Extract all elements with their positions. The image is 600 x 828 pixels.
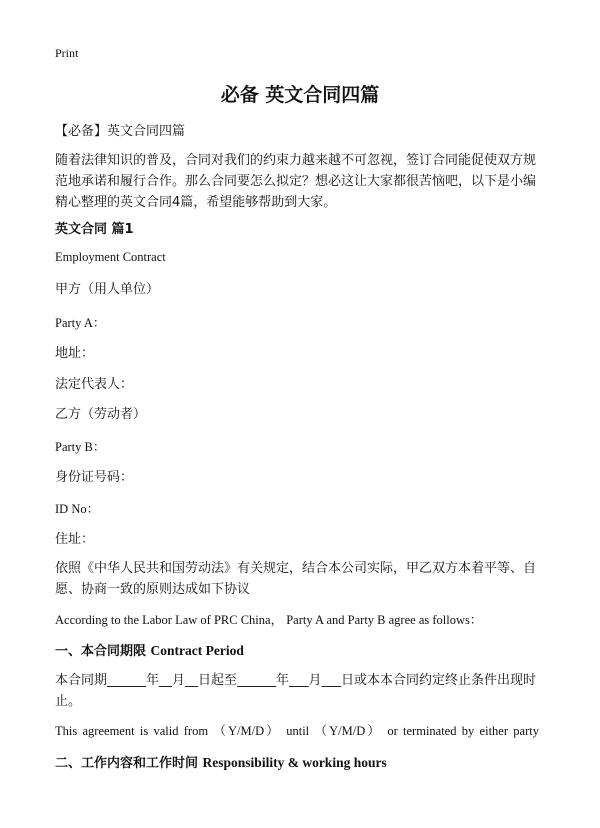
law-reference-cn: 依照《中华人民共和国劳动法》有关规定，结合本公司实际，甲乙双方本着平等、自愿、协商一致的原则达成如下协议 [55, 561, 537, 597]
clause1-heading [55, 640, 244, 659]
section-heading: 英文合同 篇1 [55, 222, 134, 237]
residence-label: 住址： [55, 532, 95, 547]
clause2-heading [55, 752, 387, 771]
clause1-heading-cn: 一、本合同期限 [55, 644, 147, 659]
legal-rep-label: 法定代表人： [55, 377, 134, 392]
party-a-en-label: Party A： [55, 316, 106, 330]
contract-period-en: This agreement is valid from （Y/M/D） until （Y/M/D） or terminated by either party [55, 724, 539, 738]
document-title: 必备 英文合同四篇 [220, 84, 380, 106]
document-subtitle: 【必备】英文合同四篇 [55, 124, 186, 139]
clause2-heading-en: Responsibility & working hours [202, 755, 387, 770]
id-no-label: ID No： [55, 502, 100, 516]
party-b-en-label: Party B： [55, 440, 106, 454]
contract-period-cn: 本合同期______年__月__日起至______年___月___日或本本合同约定终止条件出现时止。 [55, 673, 537, 709]
id-card-label: 身份证号码： [55, 470, 134, 485]
print-label[interactable]: Print [55, 46, 79, 60]
party-b-cn-label: 乙方（劳动者） [55, 407, 147, 422]
party-a-cn-label: 甲方（用人单位） [55, 282, 160, 297]
clause2-heading-cn: 二、工作内容和工作时间 [55, 756, 199, 771]
address-label: 地址： [55, 346, 95, 361]
intro-paragraph: 随着法律知识的普及，合同对我们的约束力越来越不可忽视，签订合同能促使双方规范地承诺和履行合作。那么合同要怎么拟定？想必这让大家都很苦恼吧，以下是小编精心整理的英文合同4篇，希望能够帮助到大家。 [55, 153, 537, 210]
clause1-heading-en: Contract Period [150, 643, 244, 658]
employment-contract-label: Employment Contract [55, 250, 166, 264]
law-reference-en: According to the Labor Law of PRC China， Party A and Party B agree as follows： [55, 613, 483, 627]
